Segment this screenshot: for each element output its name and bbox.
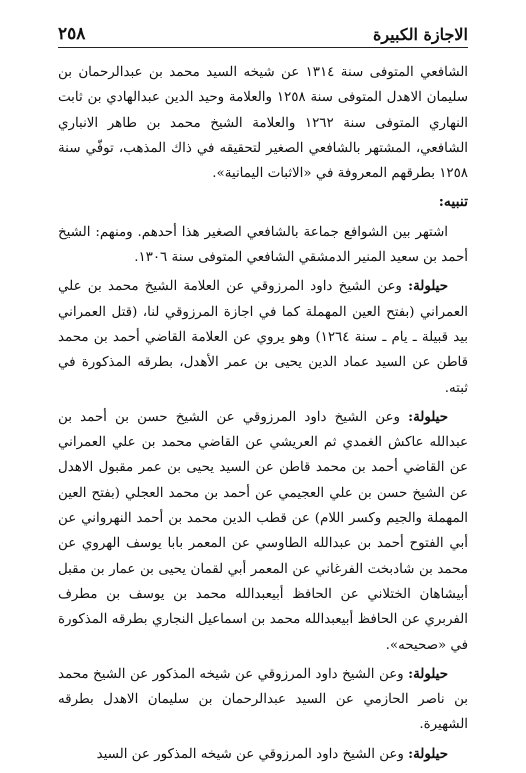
paragraph-text: وعن الشيخ داود المرزوقي عن شيخه المذكور عن الشيخ محمد بن ناصر الحازمي عن السيد عبدالرحمان بن سليمان الاهدل بطرقه الشهيرة. <box>58 666 468 733</box>
paragraph-lead: حيلولة: <box>408 745 448 762</box>
paragraph <box>58 662 468 738</box>
paragraph-text: وعن الشيخ داود المرزوقي عن العلامة الشيخ محمد بن علي العمراني (بفتح العين المهملة كما في اجازة المرزوقي لنا، (قتل العمراني بيد قبيلة ـ يام ـ سنة ١٢٦٤) وهو يروي عن العلامة القاضي أحمد بن محمد قاطن عن السيد عماد الدين يحيى بن عمر الأهدل، بطرقه المذكورة في ثبته. <box>58 279 468 396</box>
paragraph-text: اشتهر بين الشوافع جماعة بالشافعي الصغير هذا أحدهم. ومنهم: الشيخ أحمد بن سعيد المنير الدمشقي الشافعي المتوفى سنة ١٣٠٦. <box>58 224 468 266</box>
page-number: ٢٥٨ <box>58 24 86 44</box>
paragraph <box>58 405 468 658</box>
section-heading <box>58 190 468 215</box>
paragraph <box>58 274 468 400</box>
paragraph-text: الشافعي المتوفى سنة ١٣١٤ عن شيخه السيد محمد بن عبدالرحمان بن سليمان الاهدل المتوفى سنة ١٢٥٨ والعلامة وحيد الدين عبدالهادي بن ثابت النهاري المتوفى سنة ١٢٦٢ والعلامة الشيخ محمد بن طاهر الانباري الشافعي، المشتهر بالشافعي الصغير لتحقيقه في ذاك المذهب، توفّي سنة ١٢٥٨ بطرقهم المعروفة في «الاثبات اليمانية». <box>58 65 469 182</box>
paragraph-text: وعن الشيخ داود المرزوقي عن شيخه المذكور عن السيد <box>96 746 409 762</box>
paragraph-lead: حيلولة: <box>408 408 448 425</box>
paragraph-text: وعن الشيخ داود المرزوقي عن الشيخ حسن بن أحمد بن عبدالله عاكش الغمدي ثم العريشي عن القاضي محمد بن علي العمراني عن القاضي أحمد بن محمد قاطن عن السيد يحيى بن عمر مقبول الاهدل عن الشيخ حسن بن علي العجيمي عن أحمد بن محمد العجلي (بفتح العين المهملة والجيم وكسر اللام) عن قطب الدين محمد بن أحمد النهرواني عن أبي الفتوح أحمد بن عبدالله الطاوسي عن المعمر بابا يوسف الهروي عن محمد بن شادبخت الفرغاني عن المعمر أبي لقمان يحيى بن عمار بن مقبل أبيشاهان الختلاني عن الحافظ أبيعبدالله محمد بن يوسف بن مطرف الفربري عن الحافظ أبيعبدالله محمد بن اسماعيل النجاري بطرقه المذكورة في «صحيحه». <box>58 409 468 653</box>
running-title: الاجازة الكبيرة <box>372 25 468 44</box>
paragraph-lead: حيلولة: <box>408 665 448 682</box>
paragraph <box>58 220 468 271</box>
page-body <box>58 60 468 771</box>
paragraph <box>58 60 468 186</box>
heading-text: تنبيه: <box>438 194 468 211</box>
page-header <box>58 14 468 48</box>
paragraph-lead: حيلولة: <box>408 278 448 295</box>
paragraph <box>58 742 468 767</box>
